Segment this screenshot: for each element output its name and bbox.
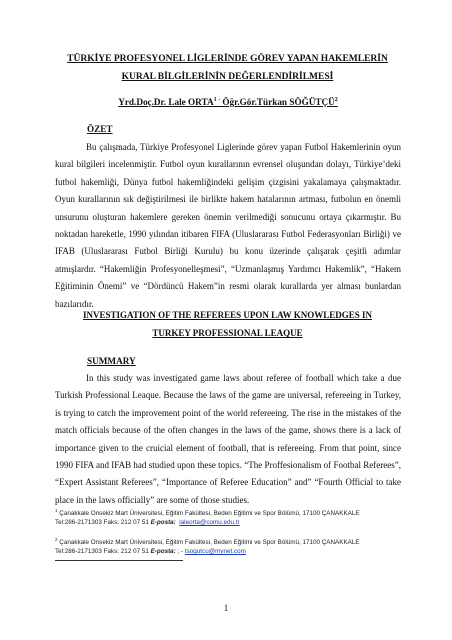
title-line-2: KURAL BİLGİLERİNİN DEĞERLENDİRİLMESİ (121, 72, 334, 82)
footnote-1-marker: 1 (55, 508, 58, 513)
footnote-2-address: Çanakkale Onsekiz Mart Üniversitesi, Eğitim Fakültesi, Beden Eğitimi ve Spor Bölümü, 17100 ÇANAKKALE (57, 539, 360, 547)
author-2-affiliation: 2 (334, 97, 338, 103)
author-line (88, 94, 368, 108)
summary-heading: SUMMARY (87, 356, 136, 366)
footnote-1-phone: Tel:286-2171303 Faks: 212 07 51 (55, 519, 151, 527)
page-number: 1 (223, 603, 229, 613)
footnote-2-separator: ; - (175, 548, 185, 556)
footnote-2 (55, 535, 400, 556)
footnote-divider (55, 560, 183, 561)
ozet-paragraph: Bu çalışmada, Türkiye Profesyonel Liglerinde görev yapan Futbol Hakemlerinin oyun kural bilgileri incelenmiştir. Futbol oyun kurallarının evrensel oluşundan dolayı, Türkiye’deki futbol hakemliği, Dünya futbol hakemliğindeki gelişim çizgisini yakalamaya çalışmaktadır. Oyun kurallarının sık değiştirilmesi ile birlikte hakem hatalarının artması, futbolun en önemli unsurunu oluşturan hakemlere gereken önemin verilmediği sonucunu ortaya çıkarmıştır. Bu noktadan hareketle, 1990 yılından itibaren FIFA (Uluslararası Futbol Federasyonları Birliği) ve IFAB (Uluslararası Futbol Birliği Kurulu) bu konu üzerinde çalışarak çeşitli adımlar atmışlardır. “Hakemliğin Profesyonelleşmesi”, “Uzmanlaşmış Yardımcı Hakemlik”, “Hakem Eğitiminin Önemi” ve “Dördüncü Hakem”in resmi olarak kurallarda yer alması bunlardan bazılarıdır. (55, 142, 401, 309)
footnote-1-email-link[interactable]: laleorta@comu.edu.tr (179, 519, 240, 527)
author-2: Öğr.Gör.Türkan SÖĞÜTÇÜ (220, 97, 335, 108)
footnote-2-email-link[interactable]: tsogutcu@mynet.com (184, 548, 246, 556)
footnote-1-email-label: E-posta: (150, 519, 176, 527)
author-1: Yrd.Doç.Dr. Lale ORTA (118, 97, 214, 108)
paper-title (60, 50, 395, 86)
footnote-2-email-label: E-posta: (150, 548, 176, 556)
footnote-2-phone: Tel:286-2171303 Faks: 212 07 51 (55, 548, 151, 556)
footnote-1 (55, 506, 400, 527)
english-title (60, 306, 395, 342)
ozet-heading: ÖZET (87, 124, 113, 134)
english-title-line-2: TURKEY PROFESSIONAL LEAQUE (152, 328, 303, 338)
title-line-1: TÜRKİYE PROFESYONEL LİGLERİNDE GÖREV YAPAN HAKEMLERİN (67, 54, 388, 64)
footnote-1-address: Çanakkale Onsekiz Mart Üniversitesi, Eğitim Fakültesi, Beden Eğitimi ve Spor Bölümü, 17100 ÇANAKKALE (57, 510, 360, 518)
english-title-line-1: INVESTIGATION OF THE REFEREES UPON LAW KNOWLEDGES IN (83, 310, 372, 320)
footnote-2-marker: 2 (55, 537, 58, 542)
author-1-affiliation: 1 - (213, 97, 221, 103)
summary-paragraph: In this study was investigated game laws about referee of football which take a due Turkish Professional Leaque. Because the laws of the game are universal, refereeing in Turkey, is trying to catch the improvement point of the world refereeing. The rise in the mistakes of the match officials because of the often changes in the laws of the game, shows there is a lack of importance given to the cruicial element of football, that is refereeing. From that point, since 1990 FIFA and IFAB had studied upon these topics. “The Proffesionalism of Footbal Referees”, “Expert Assistant Referees”, “Importance of Referee Education” and” “Fourth Official to take place in the laws officially” are some of those studies. (55, 373, 401, 505)
